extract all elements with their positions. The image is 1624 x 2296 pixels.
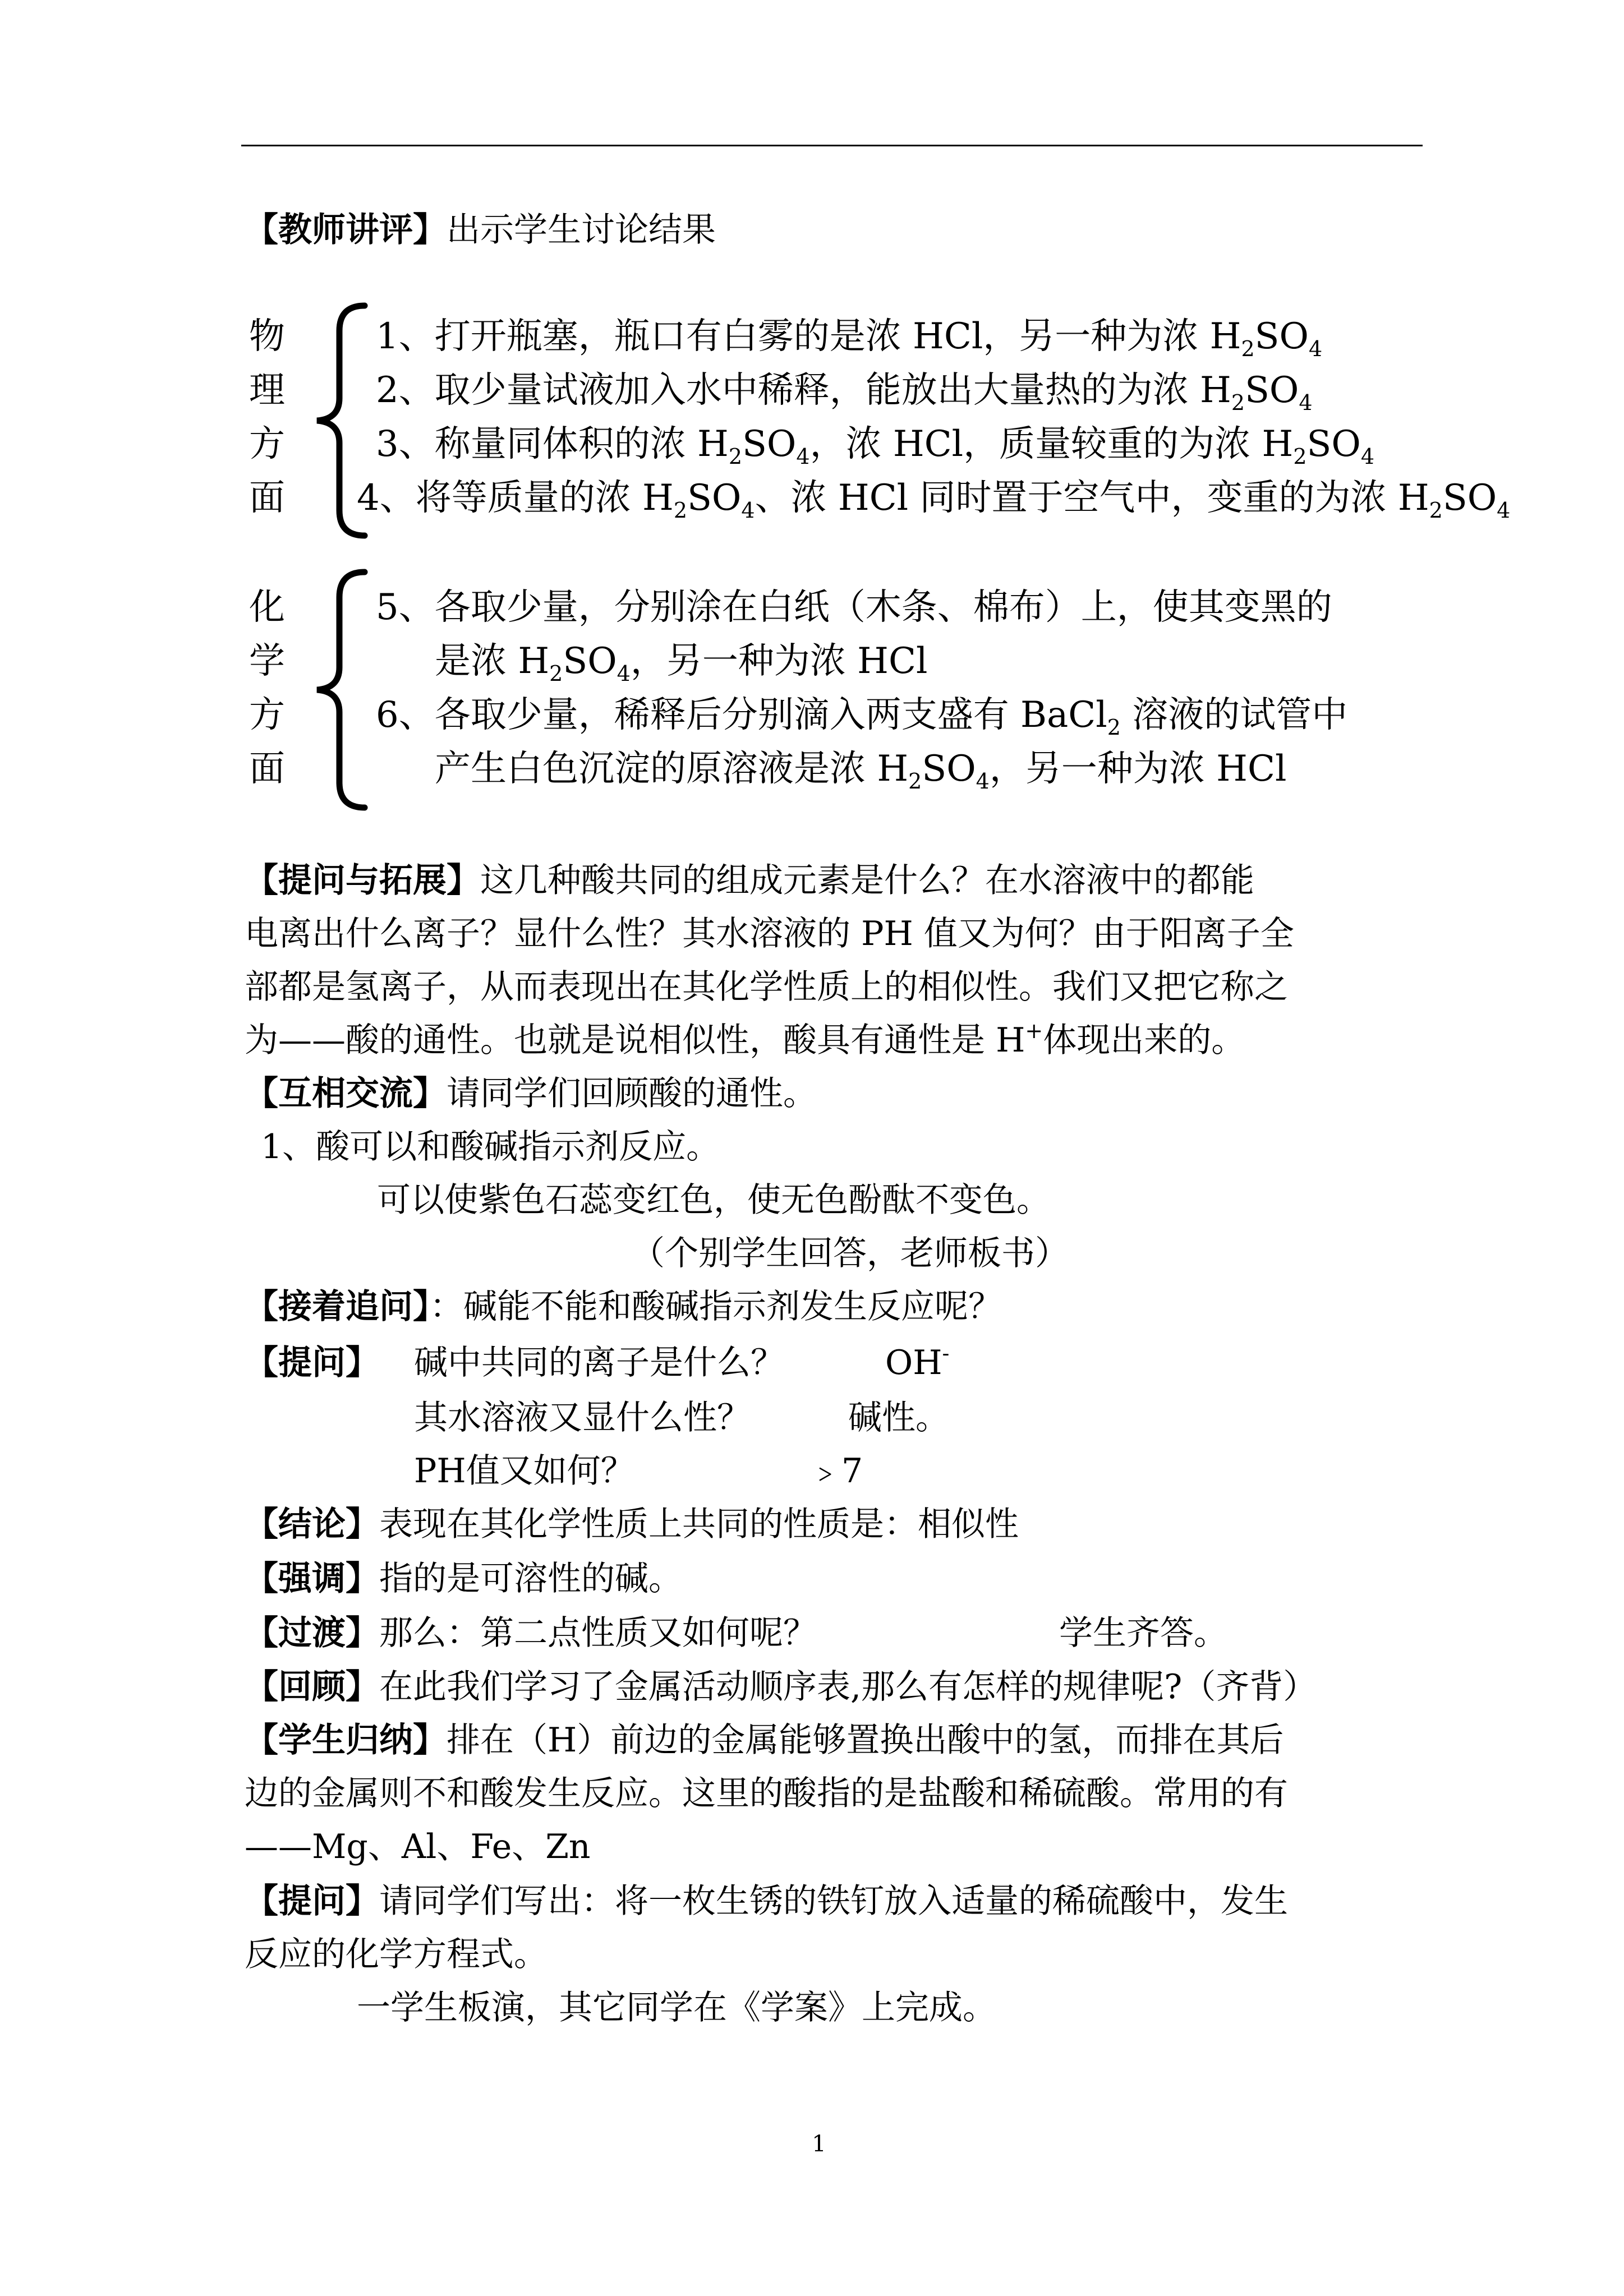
emphasis-line <box>245 1556 682 1601</box>
header-rule <box>241 145 1423 146</box>
question1-q3 <box>414 1449 634 1493</box>
side-char: 化 <box>249 587 285 628</box>
item-sub: 2 <box>1231 390 1245 415</box>
transition-tag: 【过渡】 <box>245 1613 379 1653</box>
extension-text: 为——酸的通性。也就是说相似性，酸具有通性是 H <box>245 1021 1025 1060</box>
point1-note-text: （个别学生回答，老师板书） <box>631 1234 1069 1273</box>
question2-text: 请同学们写出：将一枚生锈的铁钉放入适量的稀硫酸中，发生 <box>379 1882 1288 1921</box>
item-text: SO <box>687 477 742 519</box>
chemical-item-6-line1 <box>376 688 1347 742</box>
teacher-review-text: 出示学生讨论结果 <box>447 210 716 250</box>
extension-line-4 <box>245 1018 1245 1063</box>
item-sub: 2 <box>549 661 563 686</box>
chemical-side-label <box>245 580 289 796</box>
conclusion-line <box>245 1502 1019 1547</box>
item-text: ，另一种为浓 HCl <box>989 748 1287 790</box>
item-text: 1、打开瓶塞，瓶口有白雾的是浓 HCl，另一种为浓 H <box>376 316 1241 357</box>
question1-q1-text: 碱中共同的离子是什么？ <box>414 1343 784 1382</box>
follow-up-tag: 【接着追问】 <box>245 1287 430 1326</box>
extension-text: 这几种酸共同的组成元素是什么？在水溶液中的都能 <box>480 861 1254 900</box>
side-char: 面 <box>249 748 285 790</box>
review-line <box>245 1665 1317 1709</box>
summary-text: ——Mg、Al、Fe、Zn <box>245 1827 591 1866</box>
question1-tag: 【提问】 <box>245 1343 379 1382</box>
item-sub: 4 <box>796 444 810 469</box>
item-text: 4、将等质量的浓 H <box>357 477 674 519</box>
question1-a3-text: ﹥7 <box>808 1451 863 1491</box>
exchange-tag: 【互相交流】 <box>245 1074 447 1113</box>
item-sub: 4 <box>617 661 631 686</box>
item-sub: 2 <box>1429 498 1443 523</box>
question1-q1 <box>414 1340 784 1385</box>
item-sub: 4 <box>741 498 755 523</box>
physical-item-1 <box>376 310 1322 363</box>
question2-text: 反应的化学方程式。 <box>245 1935 548 1974</box>
item-text: 2、取少量试液加入水中稀释，能放出大量热的为浓 H <box>376 370 1231 411</box>
question2-tag: 【提问】 <box>245 1882 379 1921</box>
item-text: 3、称量同体积的浓 H <box>376 423 729 465</box>
item-sub: 4 <box>1360 444 1374 469</box>
teacher-review-line <box>245 208 716 252</box>
side-char: 面 <box>249 477 285 519</box>
summary-line-1 <box>245 1718 1283 1763</box>
item-sub: 4 <box>976 769 990 794</box>
conclusion-text: 表现在其化学性质上共同的性质是：相似性 <box>379 1505 1019 1544</box>
follow-up-text: ：碱能不能和酸碱指示剂发生反应呢？ <box>430 1287 1002 1326</box>
item-text: 产生白色沉淀的原溶液是浓 H <box>435 748 909 790</box>
item-text: ，另一种为浓 HCl <box>630 640 928 682</box>
item-text: 6、各取少量，稀释后分别滴入两支盛有 BaCl <box>376 694 1107 736</box>
item-text: 是浓 H <box>435 640 550 682</box>
item-sub: 4 <box>1299 390 1313 415</box>
side-char: 方 <box>249 694 285 736</box>
item-text: 5、各取少量，分别涂在白纸（木条、棉布）上，使其变黑的 <box>376 587 1332 628</box>
item-text: SO <box>563 640 617 682</box>
transition-line <box>245 1611 817 1656</box>
point1-note <box>631 1231 1069 1276</box>
chemical-item-5-line1 <box>376 580 1332 634</box>
item-sub: 2 <box>673 498 688 523</box>
question1-q3-text: PH值又如何？ <box>414 1451 634 1491</box>
extension-line-2 <box>245 911 1294 956</box>
item-sub: 2 <box>1293 444 1307 469</box>
conclusion-tag: 【结论】 <box>245 1505 379 1544</box>
extension-text: 体现出来的。 <box>1043 1021 1245 1060</box>
extension-sup: + <box>1025 1018 1043 1043</box>
item-text: SO <box>1442 477 1497 519</box>
transition-answer <box>1059 1611 1227 1656</box>
physical-item-4 <box>357 471 1510 525</box>
side-char: 物 <box>249 316 285 357</box>
extension-text: 电离出什么离子？显什么性？其水溶液的 PH 值又为何？由于阳离子全 <box>245 914 1294 953</box>
item-sub: 2 <box>908 769 922 794</box>
question1-a2 <box>848 1395 949 1440</box>
extension-line-1 <box>245 858 1254 903</box>
summary-tag: 【学生归纳】 <box>245 1721 447 1760</box>
item-sub: 2 <box>728 444 743 469</box>
question1-a1-sup: - <box>942 1341 950 1366</box>
emphasis-tag: 【强调】 <box>245 1559 379 1598</box>
transition-answer-text: 学生齐答。 <box>1059 1613 1227 1653</box>
item-text: SO <box>1245 370 1299 411</box>
emphasis-text: 指的是可溶性的碱。 <box>379 1559 682 1598</box>
item-text: 、浓 HCl 同时置于空气中，变重的为浓 H <box>755 477 1429 519</box>
item-text: ，浓 HCl，质量较重的为浓 H <box>809 423 1294 465</box>
review-text: 在此我们学习了金属活动顺序表,那么有怎样的规律呢?（齐背） <box>379 1667 1317 1707</box>
exchange-line <box>245 1071 817 1116</box>
review-tag: 【回顾】 <box>245 1667 379 1707</box>
physical-item-3 <box>376 417 1374 471</box>
item-text: 溶液的试管中 <box>1120 694 1348 736</box>
item-sub: 4 <box>1497 498 1511 523</box>
page-number: 1 <box>812 2131 826 2157</box>
question1-a2-text: 碱性。 <box>848 1398 949 1437</box>
chemical-brace <box>286 566 370 813</box>
chemical-item-5-line2 <box>435 634 927 688</box>
point1-detail <box>377 1178 1050 1223</box>
summary-line-3 <box>245 1824 591 1869</box>
item-sub: 2 <box>1241 336 1255 361</box>
question2-line-1 <box>245 1879 1288 1924</box>
item-text: SO <box>742 423 797 465</box>
transition-text: 那么：第二点性质又如何呢？ <box>379 1613 817 1653</box>
extension-text: 部都是氢离子，从而表现出在其化学性质上的相似性。我们又把它称之 <box>245 967 1288 1007</box>
question2-line-3 <box>357 1985 996 2030</box>
chemical-item-6-line2 <box>435 742 1286 796</box>
summary-text: 排在（H）前边的金属能够置换出酸中的氢，而排在其后 <box>447 1721 1284 1760</box>
physical-item-2 <box>376 363 1313 417</box>
point1-title <box>261 1124 720 1169</box>
question1-q2 <box>414 1395 751 1440</box>
question1-a1 <box>885 1340 949 1385</box>
point1-detail-text: 可以使紫色石蕊变红色，使无色酚酞不变色。 <box>377 1181 1050 1220</box>
exchange-text: 请同学们回顾酸的通性。 <box>447 1074 817 1113</box>
question1-a3 <box>808 1449 863 1493</box>
side-char: 方 <box>249 423 285 465</box>
question2-line-2 <box>245 1932 548 1977</box>
question1-line-1 <box>245 1340 379 1385</box>
summary-text: 边的金属则不和酸发生反应。这里的酸指的是盐酸和稀硫酸。常用的有 <box>245 1774 1288 1813</box>
item-text: SO <box>1254 316 1309 357</box>
teacher-review-tag: 【教师讲评】 <box>245 210 447 250</box>
item-sub: 2 <box>1107 715 1121 740</box>
item-sub: 4 <box>1308 336 1323 361</box>
side-char: 理 <box>249 370 285 411</box>
question2-text: 一学生板演，其它同学在《学案》上完成。 <box>357 1988 996 2027</box>
extension-tag: 【提问与拓展】 <box>245 861 480 900</box>
item-text: SO <box>1306 423 1361 465</box>
item-text: SO <box>922 748 976 790</box>
question1-a1-text: OH <box>885 1343 942 1382</box>
follow-up-line <box>245 1284 1002 1329</box>
physical-side-label <box>245 310 289 525</box>
summary-line-2 <box>245 1771 1288 1816</box>
point1-title-text: 1、酸可以和酸碱指示剂反应。 <box>261 1127 720 1167</box>
question1-q2-text: 其水溶液又显什么性？ <box>414 1398 751 1437</box>
extension-line-3 <box>245 965 1288 1009</box>
side-char: 学 <box>249 640 285 682</box>
